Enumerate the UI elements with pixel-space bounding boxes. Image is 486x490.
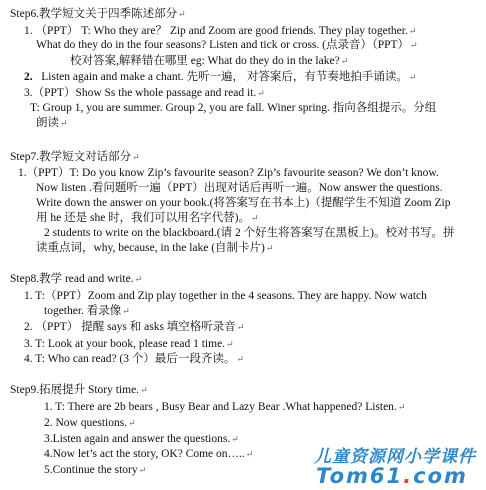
step6-line-3: 校对答案,解释错在哪里 eg: What do they do in the lake?↵	[70, 55, 349, 67]
step6-line-6: T: Group 1, you are summer. Group 2, you are fall. Winer spring. 指向各组提示。分组	[30, 102, 437, 114]
step7-line-1: 1.（PPT）T: Do you know Zip’s favourite season? Zip’s favourite season? We don’t know.	[18, 167, 439, 179]
step7-line-6: 读重点词，why, because, in the lake (自制卡片)↵	[36, 242, 274, 254]
step8-line-3: 2. （PPT） 提醒 says 和 asks 填空格听录音↵	[24, 321, 245, 333]
step9-heading: Step9.拓展提升 Story time.↵	[10, 384, 148, 396]
step9-line-2: 2. Now questions.↵	[44, 417, 136, 429]
step8-line-1: 1. T:（PPT）Zoom and Zip play together in the 4 seasons. They are happy. Now watch	[24, 290, 427, 302]
step8-heading: Step8.教学 read and write.↵	[10, 273, 143, 285]
step9-line-5: 5.Continue the story↵	[44, 464, 147, 476]
step6-line-2: What do they do in the four seasons? Listen and tick or cross. (点录音）（PPT）↵	[36, 39, 418, 51]
step9-line-4: 4.Now let’s act the story, OK? Come on…..↵	[44, 448, 254, 460]
step8-line-4: 3. T: Look at your book, please read 1 time.↵	[24, 338, 234, 350]
step7-heading: Step7.教学短文对话部分↵	[10, 151, 140, 163]
step6-heading: Step6.教学短文关于四季陈述部分↵	[10, 8, 186, 20]
step6-line-1: 1. （PPT） T: Who they are？ Zip and Zoom are good friends. They play together.↵	[24, 25, 417, 37]
step7-line-5: 2 students to write on the blackboard.(请 2 个好生将答案写在黑板上)。校对书写。拼	[44, 227, 455, 239]
step6-line-4: 2. Listen again and make a chant. 先听一遍， 对答案后，有节奏地拍手诵读。↵	[24, 71, 417, 83]
watermark-logo-en: Tom61.com	[316, 464, 468, 488]
watermark-logo-cn: 儿童资源网小学课件	[314, 447, 476, 467]
step8-line-2: together. 看录像↵	[44, 305, 130, 317]
step6-line-7: 朗读↵	[36, 117, 68, 129]
step7-line-2: Now listen .看问题听一遍（PPT）出现对话后再听一遍。Now answer the questions.	[36, 182, 443, 194]
step9-line-1: 1. T: There are 2b bears , Busy Bear and Lazy Bear .What happened? Listen.↵	[44, 401, 406, 413]
step7-line-3: Write down the answer on your book.(将答案写在书本上)（提醒学生不知道 Zoom Zip	[36, 197, 451, 209]
step8-line-5: 4. T: Who can read? (3 个）最后一段齐读。↵	[24, 353, 244, 365]
step6-line-5: 3.（PPT）Show Ss the whole passage and read it.↵	[24, 87, 265, 99]
step9-line-3: 3.Listen again and answer the questions.↵	[44, 433, 239, 445]
step7-line-4: 用 he 还是 she 时，我们可以用名字代替)。↵	[36, 212, 259, 224]
